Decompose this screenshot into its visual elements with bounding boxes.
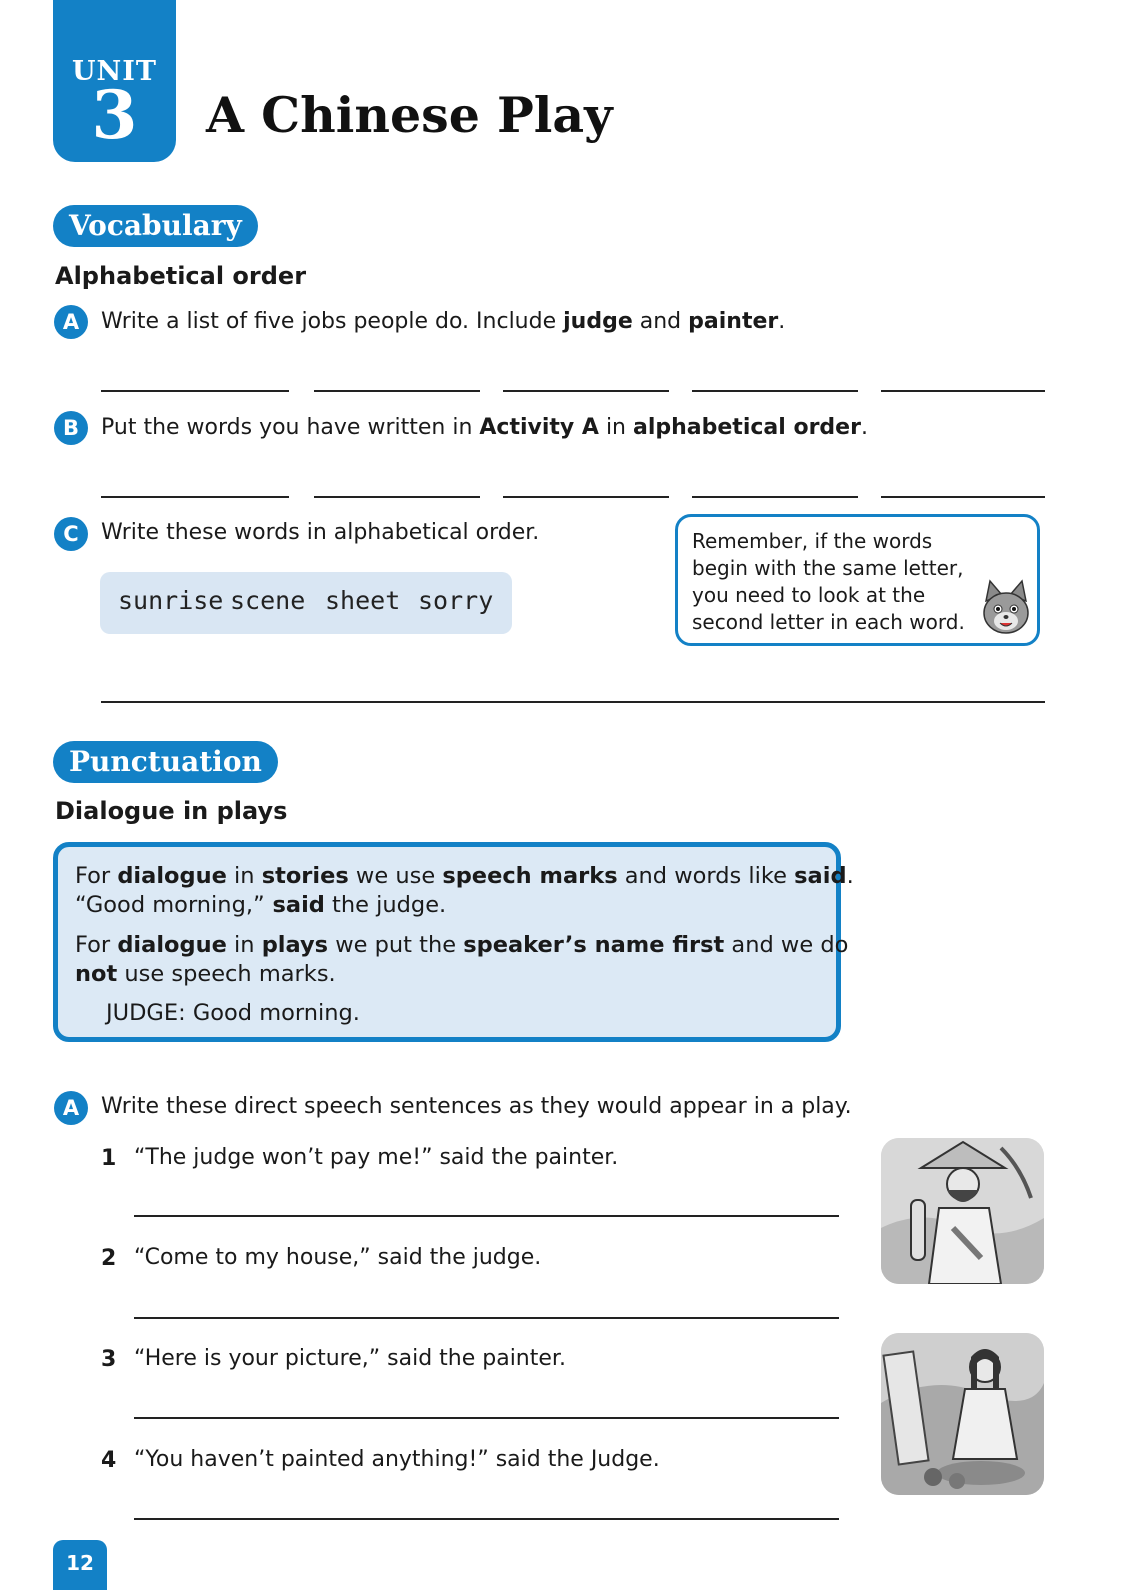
item-text: “Here is your picture,” said the painter.	[134, 1346, 566, 1371]
answer-line[interactable]	[134, 1317, 839, 1319]
activity-a-badge: A	[54, 305, 88, 339]
unit-label: UNIT	[72, 56, 157, 87]
answer-line[interactable]	[101, 496, 289, 498]
vocab-activity-b-text: Put the words you have written in Activity A in alphabetical order.	[101, 415, 868, 440]
rule-line: For dialogue in plays we put the speaker’s name first and we do	[75, 932, 849, 958]
item-text: “The judge won’t pay me!” said the painter.	[134, 1145, 619, 1170]
vocab-activity-c-text: Write these words in alphabetical order.	[101, 520, 540, 545]
rule-box	[53, 842, 854, 1042]
answer-line[interactable]	[692, 496, 858, 498]
answer-line[interactable]	[314, 390, 480, 392]
word-item: scene	[230, 586, 306, 615]
vocabulary-heading: Vocabulary	[53, 205, 258, 247]
tip-line: you need to look at the	[692, 583, 926, 607]
word-item: sunrise	[118, 586, 224, 615]
item-number: 1	[101, 1146, 117, 1171]
answer-line[interactable]	[881, 496, 1045, 498]
judge-illustration	[881, 1333, 1044, 1495]
item-number: 4	[101, 1448, 117, 1473]
answer-line[interactable]	[503, 496, 669, 498]
answer-line[interactable]	[692, 390, 858, 392]
tip-box	[675, 514, 1040, 646]
vocab-activity-a-text: Write a list of five jobs people do. Include judge and painter.	[101, 309, 786, 334]
answer-line[interactable]	[134, 1417, 839, 1419]
activity-b-badge: B	[54, 411, 88, 445]
punctuation-subheading: Dialogue in plays	[55, 797, 288, 825]
rule-example: JUDGE: Good morning.	[106, 1000, 360, 1026]
word-item: sheet	[325, 586, 401, 615]
tip-line: second letter in each word.	[692, 610, 965, 634]
answer-line[interactable]	[314, 496, 480, 498]
tip-line: Remember, if the words	[692, 529, 933, 553]
tip-line: begin with the same letter,	[692, 556, 964, 580]
answer-line[interactable]	[881, 390, 1045, 392]
rule-line: “Good morning,” said the judge.	[75, 892, 447, 918]
answer-line[interactable]	[101, 701, 1045, 703]
rule-line: not use speech marks.	[75, 961, 336, 987]
item-text: “You haven’t painted anything!” said the Judge.	[134, 1447, 660, 1472]
unit-number: 3	[91, 76, 138, 154]
punctuation-heading: Punctuation	[53, 741, 278, 783]
rule-line: For dialogue in stories we use speech marks and words like said.	[75, 863, 854, 889]
cat-mascot-icon	[978, 579, 1034, 639]
item-number: 3	[101, 1347, 117, 1372]
vocabulary-subheading: Alphabetical order	[55, 262, 307, 290]
punct-activity-a-text: Write these direct speech sentences as they would appear in a play.	[101, 1094, 852, 1119]
item-text: “Come to my house,” said the judge.	[134, 1245, 542, 1270]
activity-a-badge: A	[54, 1091, 88, 1125]
word-bank	[100, 572, 512, 634]
page-title: A Chinese Play	[206, 86, 613, 144]
answer-line[interactable]	[134, 1215, 839, 1217]
page-number: 12	[53, 1540, 107, 1590]
word-item: sorry	[418, 586, 494, 615]
painter-illustration	[881, 1138, 1044, 1284]
activity-c-badge: C	[54, 517, 88, 551]
answer-line[interactable]	[503, 390, 669, 392]
answer-line[interactable]	[101, 390, 289, 392]
item-number: 2	[101, 1246, 117, 1271]
answer-line[interactable]	[134, 1518, 839, 1520]
unit-badge	[53, 0, 176, 162]
